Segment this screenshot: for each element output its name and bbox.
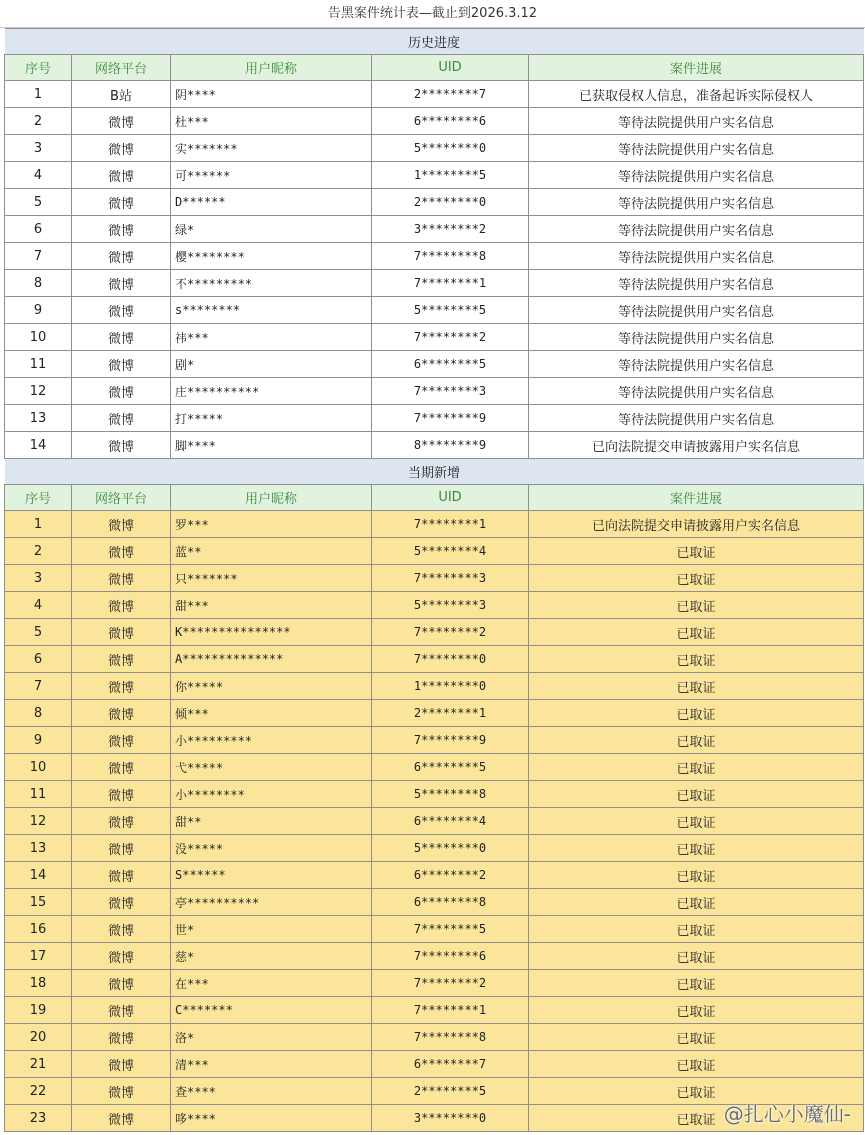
platform-cell[interactable]: 微博	[72, 862, 171, 889]
header-nickname[interactable]: 用户昵称	[171, 55, 372, 81]
uid-cell[interactable]: 6********6	[372, 108, 529, 135]
nickname-cell[interactable]: 只*******	[171, 565, 372, 592]
nickname-cell[interactable]: 实*******	[171, 135, 372, 162]
progress-cell[interactable]: 等待法院提供用户实名信息	[529, 351, 864, 378]
progress-cell[interactable]: 已取证	[529, 862, 864, 889]
table-row	[5, 1024, 864, 1051]
uid-cell[interactable]: 7********1	[372, 270, 529, 297]
nickname-cell[interactable]: K***************	[171, 619, 372, 646]
nickname-cell[interactable]: 剧*	[171, 351, 372, 378]
row-index-cell[interactable]: 3	[5, 565, 72, 592]
row-index-cell[interactable]: 4	[5, 162, 72, 189]
nickname-cell[interactable]: 查****	[171, 1078, 372, 1105]
uid-cell[interactable]: 7********5	[372, 916, 529, 943]
row-index-cell[interactable]: 5	[5, 189, 72, 216]
progress-cell[interactable]: 已取证	[529, 619, 864, 646]
nickname-cell[interactable]: 你*****	[171, 673, 372, 700]
weibo-watermark: @扎心小魔仙-	[723, 1102, 851, 1126]
platform-cell[interactable]: 微博	[72, 511, 171, 538]
row-index-cell[interactable]: 17	[5, 943, 72, 970]
uid-cell[interactable]: 5********0	[372, 835, 529, 862]
uid-cell[interactable]: 5********4	[372, 538, 529, 565]
table-row	[5, 81, 864, 108]
nickname-cell[interactable]: S******	[171, 862, 372, 889]
uid-cell[interactable]: 7********0	[372, 646, 529, 673]
row-index-cell[interactable]: 2	[5, 538, 72, 565]
progress-cell[interactable]: 已获取侵权人信息，准备起诉实际侵权人	[529, 81, 864, 108]
progress-cell[interactable]: 等待法院提供用户实名信息	[529, 216, 864, 243]
table-row	[5, 324, 864, 351]
nickname-cell[interactable]: C*******	[171, 997, 372, 1024]
nickname-cell[interactable]: 杜***	[171, 108, 372, 135]
progress-cell[interactable]: 已取证	[529, 1105, 864, 1132]
uid-cell[interactable]: 2********0	[372, 189, 529, 216]
progress-cell[interactable]: 已取证	[529, 538, 864, 565]
row-index-cell[interactable]: 7	[5, 673, 72, 700]
uid-cell[interactable]: 5********5	[372, 297, 529, 324]
uid-cell[interactable]: 7********9	[372, 727, 529, 754]
platform-cell[interactable]: 微博	[72, 135, 171, 162]
progress-cell[interactable]: 已取证	[529, 889, 864, 916]
platform-cell[interactable]: 微博	[72, 405, 171, 432]
progress-cell[interactable]: 等待法院提供用户实名信息	[529, 135, 864, 162]
row-index-cell[interactable]: 21	[5, 1051, 72, 1078]
platform-cell[interactable]: 微博	[72, 970, 171, 997]
row-index-cell[interactable]: 11	[5, 351, 72, 378]
table-row	[5, 700, 864, 727]
row-index-cell[interactable]: 8	[5, 270, 72, 297]
platform-cell[interactable]: 微博	[72, 592, 171, 619]
nickname-cell[interactable]: 世*	[171, 916, 372, 943]
progress-cell[interactable]: 等待法院提供用户实名信息	[529, 297, 864, 324]
row-index-cell[interactable]: 8	[5, 700, 72, 727]
uid-cell[interactable]: 1********5	[372, 162, 529, 189]
nickname-cell[interactable]: A**************	[171, 646, 372, 673]
row-index-cell[interactable]: 2	[5, 108, 72, 135]
uid-cell[interactable]: 2********5	[372, 1078, 529, 1105]
row-index-cell[interactable]: 20	[5, 1024, 72, 1051]
nickname-cell[interactable]: 慈*	[171, 943, 372, 970]
nickname-cell[interactable]: 绿*	[171, 216, 372, 243]
row-index-cell[interactable]: 15	[5, 889, 72, 916]
header-uid[interactable]: UID	[372, 485, 529, 511]
uid-cell[interactable]: 5********8	[372, 781, 529, 808]
progress-cell[interactable]: 已取证	[529, 1051, 864, 1078]
progress-cell[interactable]: 已取证	[529, 1078, 864, 1105]
row-index-cell[interactable]: 3	[5, 135, 72, 162]
uid-cell[interactable]: 3********0	[372, 1105, 529, 1132]
uid-cell[interactable]: 7********8	[372, 243, 529, 270]
header-platform[interactable]: 网络平台	[72, 485, 171, 511]
progress-cell[interactable]: 已取证	[529, 727, 864, 754]
platform-cell[interactable]: 微博	[72, 162, 171, 189]
platform-cell[interactable]: 微博	[72, 619, 171, 646]
nickname-cell[interactable]: 樱********	[171, 243, 372, 270]
nickname-cell[interactable]: 没*****	[171, 835, 372, 862]
nickname-cell[interactable]: 哆****	[171, 1105, 372, 1132]
header-progress[interactable]: 案件进展	[529, 485, 864, 511]
progress-cell[interactable]: 已向法院提交申请披露用户实名信息	[529, 432, 864, 459]
progress-cell[interactable]: 已向法院提交申请披露用户实名信息	[529, 511, 864, 538]
uid-cell[interactable]: 2********1	[372, 700, 529, 727]
table-row	[5, 970, 864, 997]
row-index-cell[interactable]: 13	[5, 405, 72, 432]
nickname-cell[interactable]: s********	[171, 297, 372, 324]
uid-cell[interactable]: 7********9	[372, 405, 529, 432]
progress-cell[interactable]: 已取证	[529, 808, 864, 835]
nickname-cell[interactable]: 可******	[171, 162, 372, 189]
progress-cell[interactable]: 已取证	[529, 673, 864, 700]
uid-cell[interactable]: 7********3	[372, 565, 529, 592]
platform-cell[interactable]: 微博	[72, 1051, 171, 1078]
current-section-row	[5, 459, 864, 485]
uid-cell[interactable]: 5********3	[372, 592, 529, 619]
section-label: 当期新增	[5, 459, 864, 485]
nickname-cell[interactable]: 倾***	[171, 700, 372, 727]
table-row	[5, 108, 864, 135]
header-index[interactable]: 序号	[5, 485, 72, 511]
progress-cell[interactable]: 已取证	[529, 565, 864, 592]
nickname-cell[interactable]: 洛*	[171, 1024, 372, 1051]
progress-cell[interactable]: 已取证	[529, 592, 864, 619]
table-row	[5, 727, 864, 754]
uid-cell[interactable]: 6********5	[372, 754, 529, 781]
table-row	[5, 889, 864, 916]
uid-cell[interactable]: 6********5	[372, 351, 529, 378]
header-nickname[interactable]: 用户昵称	[171, 485, 372, 511]
nickname-cell[interactable]: 打*****	[171, 405, 372, 432]
progress-cell[interactable]: 等待法院提供用户实名信息	[529, 378, 864, 405]
platform-cell[interactable]: 微博	[72, 189, 171, 216]
table-row	[5, 862, 864, 889]
progress-cell[interactable]: 已取证	[529, 970, 864, 997]
progress-cell[interactable]: 等待法院提供用户实名信息	[529, 324, 864, 351]
table-row	[5, 189, 864, 216]
uid-cell[interactable]: 3********2	[372, 216, 529, 243]
table-row	[5, 673, 864, 700]
platform-cell[interactable]: B站	[72, 81, 171, 108]
header-progress[interactable]: 案件进展	[529, 55, 864, 81]
platform-cell[interactable]: 微博	[72, 1024, 171, 1051]
platform-cell[interactable]: 微博	[72, 538, 171, 565]
nickname-cell[interactable]: 清***	[171, 1051, 372, 1078]
uid-cell[interactable]: 1********0	[372, 673, 529, 700]
header-platform[interactable]: 网络平台	[72, 55, 171, 81]
nickname-cell[interactable]: D******	[171, 189, 372, 216]
platform-cell[interactable]: 微博	[72, 324, 171, 351]
platform-cell[interactable]: 微博	[72, 889, 171, 916]
platform-cell[interactable]: 微博	[72, 997, 171, 1024]
table-row	[5, 378, 864, 405]
progress-cell[interactable]: 已取证	[529, 781, 864, 808]
row-index-cell[interactable]: 7	[5, 243, 72, 270]
platform-cell[interactable]: 微博	[72, 270, 171, 297]
nickname-cell[interactable]: 不*********	[171, 270, 372, 297]
uid-cell[interactable]: 7********2	[372, 970, 529, 997]
case-table-body	[5, 29, 864, 1132]
row-index-cell[interactable]: 10	[5, 324, 72, 351]
table-row	[5, 997, 864, 1024]
progress-cell[interactable]: 已取证	[529, 1024, 864, 1051]
platform-cell[interactable]: 微博	[72, 646, 171, 673]
row-index-cell[interactable]: 6	[5, 646, 72, 673]
progress-cell[interactable]: 已取证	[529, 754, 864, 781]
platform-cell[interactable]: 微博	[72, 565, 171, 592]
uid-cell[interactable]: 6********8	[372, 889, 529, 916]
progress-cell[interactable]: 已取证	[529, 943, 864, 970]
history-section-row	[5, 29, 864, 55]
platform-cell[interactable]: 微博	[72, 673, 171, 700]
table-row	[5, 135, 864, 162]
nickname-cell[interactable]: 小********	[171, 781, 372, 808]
nickname-cell[interactable]: 甜***	[171, 592, 372, 619]
table-row	[5, 511, 864, 538]
uid-cell[interactable]: 7********2	[372, 619, 529, 646]
table-row	[5, 405, 864, 432]
uid-cell[interactable]: 7********3	[372, 378, 529, 405]
table-row	[5, 538, 864, 565]
platform-cell[interactable]: 微博	[72, 297, 171, 324]
nickname-cell[interactable]: 庄**********	[171, 378, 372, 405]
progress-cell[interactable]: 等待法院提供用户实名信息	[529, 405, 864, 432]
row-index-cell[interactable]: 11	[5, 781, 72, 808]
nickname-cell[interactable]: 脚****	[171, 432, 372, 459]
progress-cell[interactable]: 等待法院提供用户实名信息	[529, 243, 864, 270]
table-row	[5, 754, 864, 781]
uid-cell[interactable]: 7********8	[372, 1024, 529, 1051]
nickname-cell[interactable]: 祎***	[171, 324, 372, 351]
platform-cell[interactable]: 微博	[72, 432, 171, 459]
table-row	[5, 162, 864, 189]
nickname-cell[interactable]: 蓝**	[171, 538, 372, 565]
table-row	[5, 297, 864, 324]
uid-cell[interactable]: 7********1	[372, 997, 529, 1024]
uid-cell[interactable]: 2********7	[372, 81, 529, 108]
row-index-cell[interactable]: 10	[5, 754, 72, 781]
table-row	[5, 565, 864, 592]
progress-cell[interactable]: 已取证	[529, 700, 864, 727]
table-row	[5, 646, 864, 673]
row-index-cell[interactable]: 6	[5, 216, 72, 243]
row-index-cell[interactable]: 4	[5, 592, 72, 619]
nickname-cell[interactable]: 罗***	[171, 511, 372, 538]
platform-cell[interactable]: 微博	[72, 754, 171, 781]
nickname-cell[interactable]: 阴****	[171, 81, 372, 108]
progress-cell[interactable]: 已取证	[529, 997, 864, 1024]
nickname-cell[interactable]: 甜**	[171, 808, 372, 835]
nickname-cell[interactable]: 弋*****	[171, 754, 372, 781]
row-index-cell[interactable]: 12	[5, 378, 72, 405]
platform-cell[interactable]: 微博	[72, 916, 171, 943]
table-row	[5, 216, 864, 243]
row-index-cell[interactable]: 19	[5, 997, 72, 1024]
platform-cell[interactable]: 微博	[72, 378, 171, 405]
platform-cell[interactable]: 微博	[72, 835, 171, 862]
uid-cell[interactable]: 7********2	[372, 324, 529, 351]
current-header-row	[5, 485, 864, 511]
section-label: 历史进度	[5, 29, 864, 55]
platform-cell[interactable]: 微博	[72, 700, 171, 727]
uid-cell[interactable]: 8********9	[372, 432, 529, 459]
sheet-title: 告黑案件统计表—截止到2026.3.12	[0, 0, 865, 28]
uid-cell[interactable]: 5********0	[372, 135, 529, 162]
nickname-cell[interactable]: 小*********	[171, 727, 372, 754]
row-index-cell[interactable]: 9	[5, 727, 72, 754]
table-row	[5, 943, 864, 970]
platform-cell[interactable]: 微博	[72, 243, 171, 270]
platform-cell[interactable]: 微博	[72, 943, 171, 970]
table-row	[5, 619, 864, 646]
nickname-cell[interactable]: 在***	[171, 970, 372, 997]
uid-cell[interactable]: 7********1	[372, 511, 529, 538]
table-row	[5, 592, 864, 619]
nickname-cell[interactable]: 亭**********	[171, 889, 372, 916]
platform-cell[interactable]: 微博	[72, 1078, 171, 1105]
row-index-cell[interactable]: 22	[5, 1078, 72, 1105]
table-row	[5, 1051, 864, 1078]
progress-cell[interactable]: 已取证	[529, 646, 864, 673]
row-index-cell[interactable]: 18	[5, 970, 72, 997]
table-row	[5, 243, 864, 270]
row-index-cell[interactable]: 5	[5, 619, 72, 646]
table-row	[5, 835, 864, 862]
progress-cell[interactable]: 已取证	[529, 916, 864, 943]
platform-cell[interactable]: 微博	[72, 351, 171, 378]
table-row	[5, 916, 864, 943]
platform-cell[interactable]: 微博	[72, 727, 171, 754]
row-index-cell[interactable]: 23	[5, 1105, 72, 1132]
platform-cell[interactable]: 微博	[72, 1105, 171, 1132]
table-row	[5, 270, 864, 297]
row-index-cell[interactable]: 9	[5, 297, 72, 324]
uid-cell[interactable]: 6********4	[372, 808, 529, 835]
table-row	[5, 781, 864, 808]
platform-cell[interactable]: 微博	[72, 216, 171, 243]
progress-cell[interactable]: 等待法院提供用户实名信息	[529, 108, 864, 135]
progress-cell[interactable]: 等待法院提供用户实名信息	[529, 162, 864, 189]
case-table	[4, 28, 864, 1132]
uid-cell[interactable]: 6********2	[372, 862, 529, 889]
progress-cell[interactable]: 等待法院提供用户实名信息	[529, 270, 864, 297]
table-row	[5, 1105, 864, 1132]
row-index-cell[interactable]: 16	[5, 916, 72, 943]
row-index-cell[interactable]: 1	[5, 511, 72, 538]
row-index-cell[interactable]: 12	[5, 808, 72, 835]
table-row	[5, 1078, 864, 1105]
platform-cell[interactable]: 微博	[72, 108, 171, 135]
history-header-row	[5, 55, 864, 81]
progress-cell[interactable]: 等待法院提供用户实名信息	[529, 189, 864, 216]
table-row	[5, 808, 864, 835]
row-index-cell[interactable]: 1	[5, 81, 72, 108]
progress-cell[interactable]: 已取证	[529, 835, 864, 862]
table-row	[5, 432, 864, 459]
uid-cell[interactable]: 6********7	[372, 1051, 529, 1078]
header-uid[interactable]: UID	[372, 55, 529, 81]
table-row	[5, 351, 864, 378]
header-index[interactable]: 序号	[5, 55, 72, 81]
row-index-cell[interactable]: 14	[5, 432, 72, 459]
row-index-cell[interactable]: 14	[5, 862, 72, 889]
platform-cell[interactable]: 微博	[72, 808, 171, 835]
uid-cell[interactable]: 7********6	[372, 943, 529, 970]
row-index-cell[interactable]: 13	[5, 835, 72, 862]
platform-cell[interactable]: 微博	[72, 781, 171, 808]
